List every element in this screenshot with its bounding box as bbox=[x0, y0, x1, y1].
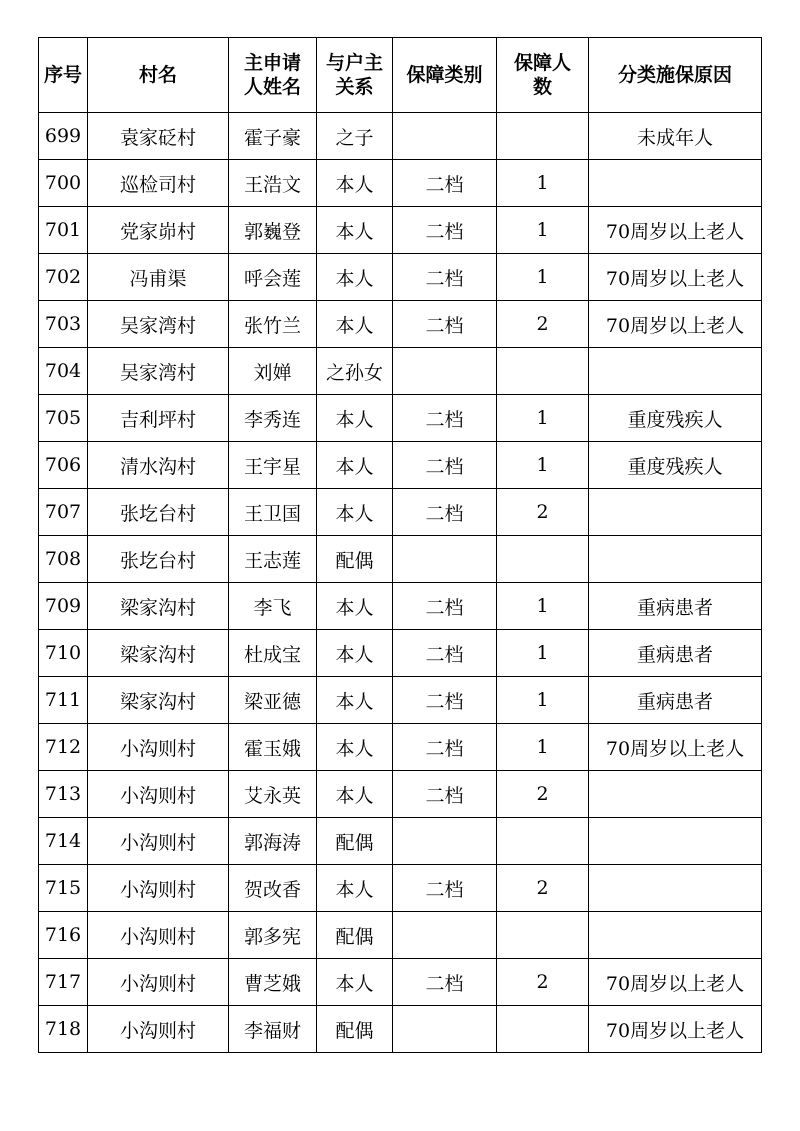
cell-index: 702 bbox=[39, 254, 88, 301]
cell-name: 杜成宝 bbox=[229, 630, 317, 677]
cell-category: 二档 bbox=[393, 865, 497, 912]
cell-count: 1 bbox=[497, 207, 589, 254]
cell-relation: 本人 bbox=[317, 442, 393, 489]
cell-relation: 本人 bbox=[317, 724, 393, 771]
cell-village: 梁家沟村 bbox=[88, 677, 229, 724]
header-relation: 与户主 关系 bbox=[317, 38, 393, 113]
cell-count: 2 bbox=[497, 959, 589, 1006]
cell-category bbox=[393, 912, 497, 959]
cell-count: 2 bbox=[497, 771, 589, 818]
cell-count: 2 bbox=[497, 865, 589, 912]
table-row bbox=[39, 630, 762, 677]
cell-category: 二档 bbox=[393, 724, 497, 771]
table-row bbox=[39, 771, 762, 818]
header-applicant-name: 主申请 人姓名 bbox=[229, 38, 317, 113]
cell-name: 郭海涛 bbox=[229, 818, 317, 865]
cell-category bbox=[393, 536, 497, 583]
cell-relation: 本人 bbox=[317, 301, 393, 348]
cell-count: 2 bbox=[497, 489, 589, 536]
table-row bbox=[39, 912, 762, 959]
cell-reason bbox=[589, 818, 762, 865]
cell-name: 郭巍登 bbox=[229, 207, 317, 254]
cell-name: 霍玉娥 bbox=[229, 724, 317, 771]
cell-village: 巡检司村 bbox=[88, 160, 229, 207]
cell-village: 梁家沟村 bbox=[88, 583, 229, 630]
cell-reason: 重病患者 bbox=[589, 630, 762, 677]
cell-relation: 之孙女 bbox=[317, 348, 393, 395]
table-row bbox=[39, 959, 762, 1006]
cell-category: 二档 bbox=[393, 583, 497, 630]
cell-category: 二档 bbox=[393, 160, 497, 207]
cell-village: 张圪台村 bbox=[88, 489, 229, 536]
header-reason: 分类施保原因 bbox=[589, 38, 762, 113]
table-row bbox=[39, 677, 762, 724]
cell-count bbox=[497, 1006, 589, 1053]
table-row bbox=[39, 301, 762, 348]
cell-village: 袁家砭村 bbox=[88, 113, 229, 160]
table-row bbox=[39, 442, 762, 489]
cell-count: 1 bbox=[497, 724, 589, 771]
cell-village: 小沟则村 bbox=[88, 724, 229, 771]
table-row bbox=[39, 489, 762, 536]
cell-reason: 重度残疾人 bbox=[589, 395, 762, 442]
cell-index: 713 bbox=[39, 771, 88, 818]
table-row bbox=[39, 818, 762, 865]
cell-village: 小沟则村 bbox=[88, 1006, 229, 1053]
cell-index: 703 bbox=[39, 301, 88, 348]
table-body bbox=[39, 113, 762, 1053]
cell-count: 2 bbox=[497, 301, 589, 348]
cell-name: 王卫国 bbox=[229, 489, 317, 536]
cell-village: 张圪台村 bbox=[88, 536, 229, 583]
cell-reason bbox=[589, 160, 762, 207]
cell-reason bbox=[589, 771, 762, 818]
cell-reason: 未成年人 bbox=[589, 113, 762, 160]
cell-name: 梁亚德 bbox=[229, 677, 317, 724]
cell-count: 1 bbox=[497, 442, 589, 489]
cell-count: 1 bbox=[497, 630, 589, 677]
cell-index: 717 bbox=[39, 959, 88, 1006]
cell-category bbox=[393, 113, 497, 160]
cell-reason: 70周岁以上老人 bbox=[589, 959, 762, 1006]
header-index: 序号 bbox=[39, 38, 88, 113]
cell-name: 李飞 bbox=[229, 583, 317, 630]
cell-relation: 本人 bbox=[317, 583, 393, 630]
cell-category: 二档 bbox=[393, 442, 497, 489]
table-row bbox=[39, 724, 762, 771]
cell-index: 699 bbox=[39, 113, 88, 160]
cell-relation: 本人 bbox=[317, 489, 393, 536]
cell-reason: 重病患者 bbox=[589, 677, 762, 724]
table-header bbox=[39, 38, 762, 113]
header-row bbox=[39, 38, 762, 113]
welfare-roster-table bbox=[38, 37, 762, 1053]
cell-index: 718 bbox=[39, 1006, 88, 1053]
cell-index: 712 bbox=[39, 724, 88, 771]
cell-index: 700 bbox=[39, 160, 88, 207]
cell-category: 二档 bbox=[393, 630, 497, 677]
cell-reason: 70周岁以上老人 bbox=[589, 1006, 762, 1053]
cell-category: 二档 bbox=[393, 489, 497, 536]
cell-village: 小沟则村 bbox=[88, 865, 229, 912]
cell-reason: 70周岁以上老人 bbox=[589, 207, 762, 254]
cell-reason bbox=[589, 348, 762, 395]
table-row bbox=[39, 583, 762, 630]
cell-count: 1 bbox=[497, 677, 589, 724]
cell-category: 二档 bbox=[393, 395, 497, 442]
table-row bbox=[39, 207, 762, 254]
cell-relation: 本人 bbox=[317, 207, 393, 254]
cell-name: 张竹兰 bbox=[229, 301, 317, 348]
cell-category bbox=[393, 348, 497, 395]
cell-category: 二档 bbox=[393, 677, 497, 724]
table-row bbox=[39, 536, 762, 583]
cell-name: 王浩文 bbox=[229, 160, 317, 207]
table-row bbox=[39, 254, 762, 301]
cell-count bbox=[497, 818, 589, 865]
cell-count: 1 bbox=[497, 395, 589, 442]
cell-name: 王志莲 bbox=[229, 536, 317, 583]
cell-relation: 之子 bbox=[317, 113, 393, 160]
cell-name: 艾永英 bbox=[229, 771, 317, 818]
cell-reason: 重度残疾人 bbox=[589, 442, 762, 489]
cell-relation: 配偶 bbox=[317, 818, 393, 865]
cell-relation: 配偶 bbox=[317, 912, 393, 959]
cell-index: 707 bbox=[39, 489, 88, 536]
cell-index: 704 bbox=[39, 348, 88, 395]
cell-name: 贺改香 bbox=[229, 865, 317, 912]
cell-village: 小沟则村 bbox=[88, 912, 229, 959]
cell-count: 1 bbox=[497, 160, 589, 207]
cell-index: 701 bbox=[39, 207, 88, 254]
cell-relation: 本人 bbox=[317, 677, 393, 724]
cell-index: 710 bbox=[39, 630, 88, 677]
cell-category bbox=[393, 1006, 497, 1053]
cell-relation: 本人 bbox=[317, 254, 393, 301]
cell-relation: 本人 bbox=[317, 630, 393, 677]
cell-category bbox=[393, 818, 497, 865]
cell-relation: 本人 bbox=[317, 160, 393, 207]
cell-reason bbox=[589, 489, 762, 536]
cell-village: 小沟则村 bbox=[88, 818, 229, 865]
cell-reason: 重病患者 bbox=[589, 583, 762, 630]
cell-name: 呼会莲 bbox=[229, 254, 317, 301]
cell-index: 706 bbox=[39, 442, 88, 489]
cell-count bbox=[497, 912, 589, 959]
cell-reason bbox=[589, 912, 762, 959]
table-row bbox=[39, 348, 762, 395]
cell-relation: 本人 bbox=[317, 959, 393, 1006]
cell-index: 705 bbox=[39, 395, 88, 442]
table-row bbox=[39, 395, 762, 442]
cell-category: 二档 bbox=[393, 254, 497, 301]
cell-village: 吉利坪村 bbox=[88, 395, 229, 442]
cell-name: 曹芝娥 bbox=[229, 959, 317, 1006]
cell-name: 霍子豪 bbox=[229, 113, 317, 160]
cell-category: 二档 bbox=[393, 207, 497, 254]
cell-count bbox=[497, 536, 589, 583]
cell-village: 小沟则村 bbox=[88, 959, 229, 1006]
cell-category: 二档 bbox=[393, 771, 497, 818]
cell-count: 1 bbox=[497, 583, 589, 630]
cell-relation: 本人 bbox=[317, 865, 393, 912]
table-row bbox=[39, 1006, 762, 1053]
cell-reason bbox=[589, 536, 762, 583]
cell-count bbox=[497, 348, 589, 395]
cell-name: 郭多宪 bbox=[229, 912, 317, 959]
cell-name: 刘婵 bbox=[229, 348, 317, 395]
cell-category: 二档 bbox=[393, 301, 497, 348]
cell-relation: 本人 bbox=[317, 395, 393, 442]
table-row bbox=[39, 160, 762, 207]
cell-count bbox=[497, 113, 589, 160]
cell-village: 冯甫渠 bbox=[88, 254, 229, 301]
cell-village: 吴家湾村 bbox=[88, 301, 229, 348]
cell-name: 李秀连 bbox=[229, 395, 317, 442]
cell-reason: 70周岁以上老人 bbox=[589, 724, 762, 771]
cell-index: 708 bbox=[39, 536, 88, 583]
cell-index: 709 bbox=[39, 583, 88, 630]
cell-index: 715 bbox=[39, 865, 88, 912]
cell-village: 吴家湾村 bbox=[88, 348, 229, 395]
cell-category: 二档 bbox=[393, 959, 497, 1006]
cell-index: 714 bbox=[39, 818, 88, 865]
cell-reason bbox=[589, 865, 762, 912]
cell-name: 李福财 bbox=[229, 1006, 317, 1053]
cell-village: 小沟则村 bbox=[88, 771, 229, 818]
header-count: 保障人 数 bbox=[497, 38, 589, 113]
cell-index: 716 bbox=[39, 912, 88, 959]
header-category: 保障类别 bbox=[393, 38, 497, 113]
cell-village: 清水沟村 bbox=[88, 442, 229, 489]
table-row bbox=[39, 865, 762, 912]
cell-relation: 配偶 bbox=[317, 536, 393, 583]
cell-reason: 70周岁以上老人 bbox=[589, 301, 762, 348]
cell-index: 711 bbox=[39, 677, 88, 724]
cell-reason: 70周岁以上老人 bbox=[589, 254, 762, 301]
cell-name: 王宇星 bbox=[229, 442, 317, 489]
header-village: 村名 bbox=[88, 38, 229, 113]
cell-relation: 配偶 bbox=[317, 1006, 393, 1053]
table-row bbox=[39, 113, 762, 160]
cell-relation: 本人 bbox=[317, 771, 393, 818]
cell-village: 梁家沟村 bbox=[88, 630, 229, 677]
cell-count: 1 bbox=[497, 254, 589, 301]
cell-village: 党家峁村 bbox=[88, 207, 229, 254]
